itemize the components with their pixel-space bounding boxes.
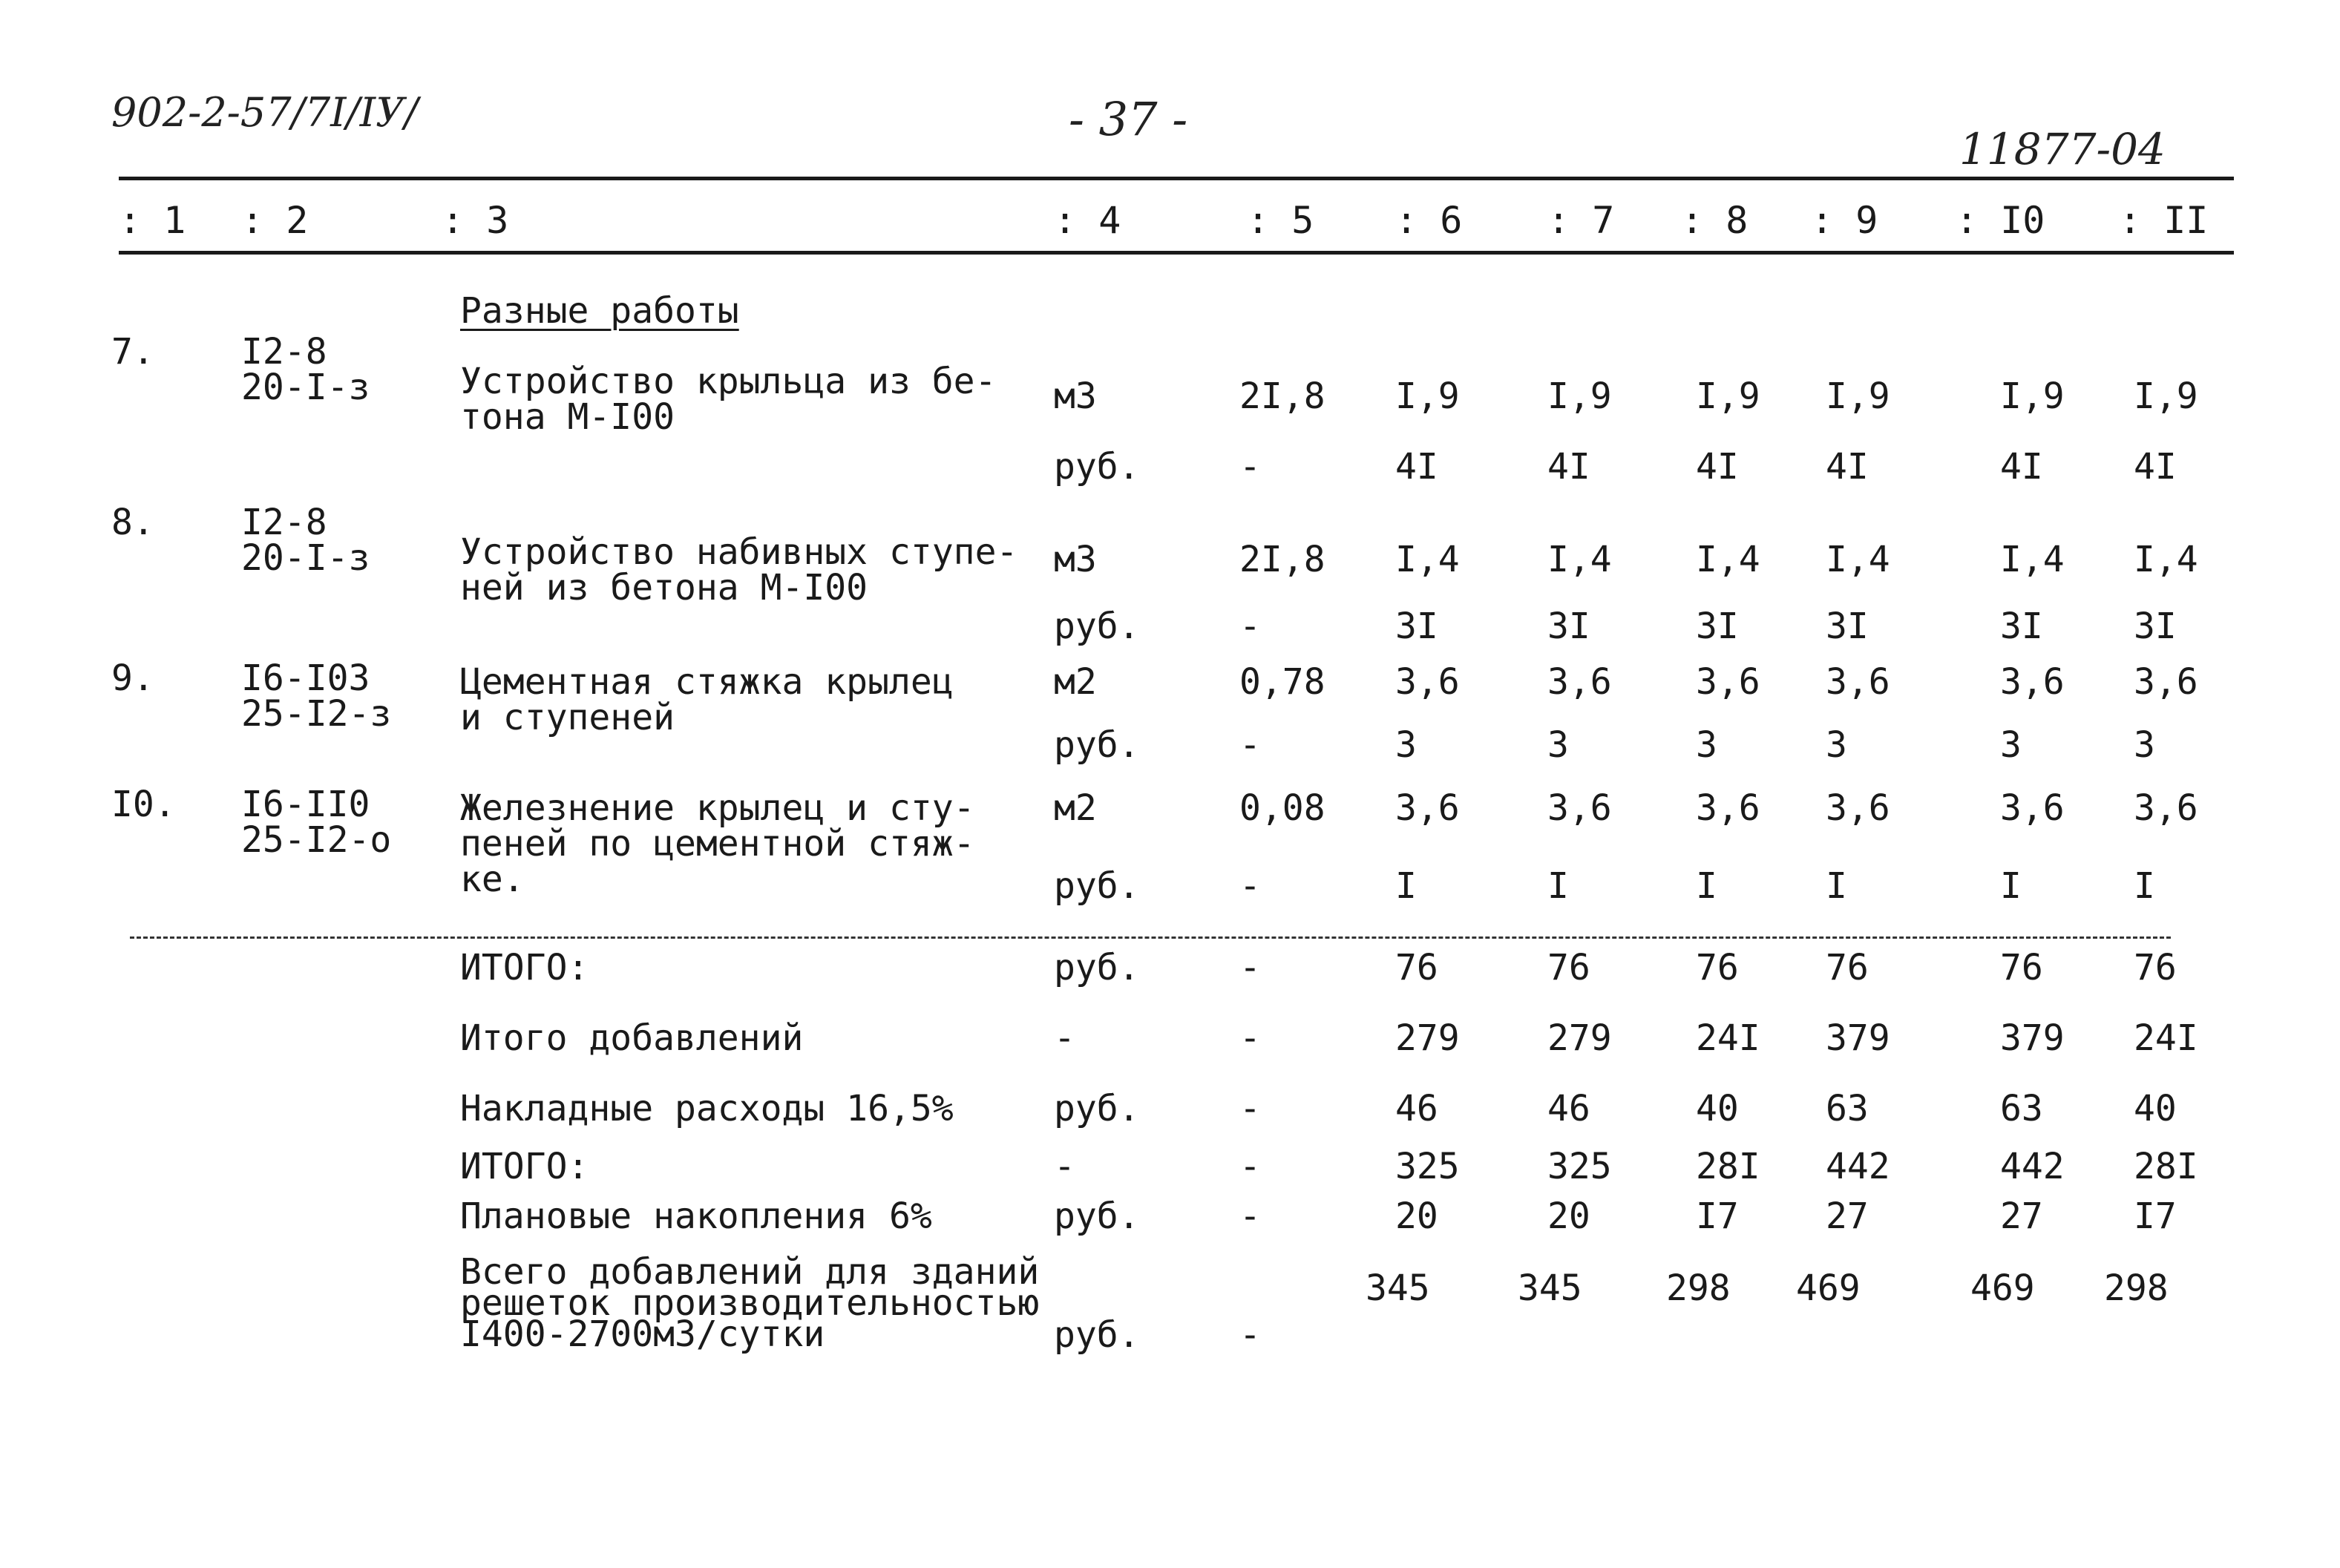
value-cell: 76 [1696, 947, 1739, 988]
value-cell: I,4 [2000, 539, 2065, 580]
table-top-rule [119, 177, 2234, 180]
row-number: 9. [111, 657, 154, 699]
value-cell: 442 [2000, 1146, 2065, 1187]
totals-label: Итого добавлений [460, 1017, 804, 1059]
work-description: пеней по цементной стяж- [460, 823, 975, 865]
value-cell: 3I [1696, 606, 1739, 647]
unit-price-cell: 2I,8 [1239, 539, 1325, 580]
value-cell: I [2000, 865, 2022, 907]
value-cell: 298 [1666, 1267, 1731, 1309]
norm-code: I2-8 [241, 502, 327, 543]
unit-cell: м3 [1054, 375, 1097, 417]
value-cell: 76 [2134, 947, 2177, 988]
value-cell: 3 [1547, 724, 1569, 766]
value-cell: 20 [1547, 1195, 1590, 1237]
work-description: и ступеней [460, 697, 675, 738]
value-cell: 442 [1826, 1146, 1890, 1187]
row-number: 7. [111, 331, 154, 373]
norm-code: 20-I-з [241, 537, 370, 579]
column-header-7: : 7 [1547, 199, 1615, 242]
value-cell: 24I [2134, 1017, 2198, 1059]
value-cell: 76 [1547, 947, 1590, 988]
column-header-10: : I0 [1956, 199, 2045, 242]
value-cell: I,9 [1826, 375, 1890, 417]
work-description: тона М-I00 [460, 396, 675, 438]
value-cell: 325 [1395, 1146, 1460, 1187]
unit-cell: - [1054, 1017, 1075, 1059]
unit-price-cell: - [1239, 865, 1261, 907]
value-cell: I [1696, 865, 1717, 907]
table-header-rule [119, 251, 2234, 255]
value-cell: 46 [1395, 1088, 1438, 1129]
value-cell: 379 [1826, 1017, 1890, 1059]
page-number: - 37 - [1069, 92, 1188, 146]
value-cell: 4I [1696, 446, 1739, 488]
unit-cell: - [1054, 1146, 1075, 1187]
value-cell: 279 [1547, 1017, 1612, 1059]
column-header-2: : 2 [241, 199, 309, 242]
unit-price-cell: - [1239, 606, 1261, 647]
value-cell: 40 [1696, 1088, 1739, 1129]
archive-number: 11877-04 [1959, 124, 2166, 174]
value-cell: I,9 [1696, 375, 1760, 417]
value-cell: I,9 [1395, 375, 1460, 417]
value-cell: 3,6 [2000, 787, 2065, 829]
column-header-6: : 6 [1395, 199, 1463, 242]
unit-cell: руб. [1054, 606, 1140, 647]
value-cell: I,4 [1395, 539, 1460, 580]
value-cell: 24I [1696, 1017, 1760, 1059]
unit-cell: м2 [1054, 661, 1097, 703]
unit-price-cell: - [1239, 446, 1261, 488]
value-cell: 4I [1826, 446, 1869, 488]
unit-cell: руб. [1054, 724, 1140, 766]
value-cell: 3,6 [1696, 787, 1760, 829]
totals-label: ИТОГО: [460, 947, 589, 988]
unit-price-cell: - [1239, 1195, 1261, 1237]
work-description: Устройство крыльца из бе- [460, 361, 997, 402]
value-cell: 20 [1395, 1195, 1438, 1237]
value-cell: 63 [1826, 1088, 1869, 1129]
value-cell: 28I [1696, 1146, 1760, 1187]
value-cell: 325 [1547, 1146, 1612, 1187]
value-cell: 3 [2000, 724, 2022, 766]
value-cell: 3I [1395, 606, 1438, 647]
row-number: I0. [111, 784, 176, 825]
value-cell: 27 [1826, 1195, 1869, 1237]
unit-price-cell: - [1239, 724, 1261, 766]
totals-label: Плановые накопления 6% [460, 1195, 932, 1237]
work-description: ке. [460, 859, 525, 900]
value-cell: 27 [2000, 1195, 2043, 1237]
value-cell: 3,6 [1696, 661, 1760, 703]
value-cell: 3,6 [2134, 661, 2198, 703]
unit-cell: руб. [1054, 1088, 1140, 1129]
value-cell: I,9 [1547, 375, 1612, 417]
totals-label: ИТОГО: [460, 1146, 589, 1187]
norm-code: I2-8 [241, 331, 327, 373]
norm-code: I6-I03 [241, 657, 370, 699]
unit-price-cell: - [1239, 1314, 1261, 1356]
value-cell: 46 [1547, 1088, 1590, 1129]
column-header-4: : 4 [1054, 199, 1121, 242]
value-cell: 3 [1826, 724, 1847, 766]
value-cell: 63 [2000, 1088, 2043, 1129]
unit-cell: руб. [1054, 446, 1140, 488]
value-cell: 3,6 [1547, 661, 1612, 703]
grand-total-label: Всего добавлений для зданий [460, 1251, 1040, 1293]
value-cell: 28I [2134, 1146, 2198, 1187]
value-cell: 345 [1366, 1267, 1430, 1309]
value-cell: 279 [1395, 1017, 1460, 1059]
value-cell: 379 [2000, 1017, 2065, 1059]
unit-price-cell: - [1239, 1017, 1261, 1059]
value-cell: 4I [1395, 446, 1438, 488]
value-cell: I7 [1696, 1195, 1739, 1237]
column-header-8: : 8 [1681, 199, 1749, 242]
column-header-11: : II [2119, 199, 2209, 242]
unit-cell: руб. [1054, 1314, 1140, 1356]
value-cell: 4I [2134, 446, 2177, 488]
norm-code: 25-I2-о [241, 819, 392, 861]
norm-code: 25-I2-з [241, 693, 392, 735]
value-cell: 3I [2134, 606, 2177, 647]
value-cell: 345 [1518, 1267, 1582, 1309]
unit-cell: руб. [1054, 947, 1140, 988]
work-description: Устройство набивных ступе- [460, 531, 1018, 573]
value-cell: I,9 [2000, 375, 2065, 417]
unit-cell: м3 [1054, 539, 1097, 580]
column-header-3: : 3 [442, 199, 509, 242]
unit-cell: руб. [1054, 1195, 1140, 1237]
value-cell: 40 [2134, 1088, 2177, 1129]
value-cell: 298 [2104, 1267, 2169, 1309]
value-cell: 76 [1395, 947, 1438, 988]
value-cell: I,4 [2134, 539, 2198, 580]
value-cell: 76 [1826, 947, 1869, 988]
value-cell: I7 [2134, 1195, 2177, 1237]
value-cell: I,4 [1547, 539, 1612, 580]
unit-price-cell: 0,78 [1239, 661, 1325, 703]
value-cell: I [1547, 865, 1569, 907]
unit-price-cell: - [1239, 947, 1261, 988]
unit-cell: м2 [1054, 787, 1097, 829]
value-cell: 3I [1826, 606, 1869, 647]
value-cell: 3 [1696, 724, 1717, 766]
column-header-5: : 5 [1247, 199, 1314, 242]
value-cell: 3I [2000, 606, 2043, 647]
value-cell: 4I [2000, 446, 2043, 488]
unit-price-cell: 2I,8 [1239, 375, 1325, 417]
value-cell: 3,6 [1395, 661, 1460, 703]
value-cell: 3,6 [1826, 661, 1890, 703]
value-cell: I,9 [2134, 375, 2198, 417]
work-description: Цементная стяжка крылец [460, 661, 954, 703]
value-cell: 3 [2134, 724, 2155, 766]
norm-code: 20-I-з [241, 367, 370, 408]
work-description: ней из бетона М-I00 [460, 567, 868, 608]
norm-code: I6-II0 [241, 784, 370, 825]
value-cell: 3,6 [2000, 661, 2065, 703]
column-header-1: : 1 [119, 199, 186, 242]
value-cell: 3,6 [1395, 787, 1460, 829]
value-cell: 469 [1970, 1267, 2035, 1309]
unit-price-cell: - [1239, 1088, 1261, 1129]
value-cell: 4I [1547, 446, 1590, 488]
value-cell: I [1395, 865, 1417, 907]
value-cell: 3,6 [1547, 787, 1612, 829]
value-cell: I,4 [1826, 539, 1890, 580]
value-cell: 76 [2000, 947, 2043, 988]
work-description: Железнение крылец и сту- [460, 787, 975, 829]
grand-total-label: решеток производительностью [460, 1282, 1040, 1324]
value-cell: 3,6 [1826, 787, 1890, 829]
value-cell: I,4 [1696, 539, 1760, 580]
grand-total-label: I400-2700м3/сутки [460, 1313, 825, 1355]
totals-separator [130, 936, 2171, 939]
unit-price-cell: - [1239, 1146, 1261, 1187]
unit-price-cell: 0,08 [1239, 787, 1325, 829]
totals-label: Накладные расходы 16,5% [460, 1088, 954, 1129]
section-title: Разные работы [460, 290, 739, 332]
row-number: 8. [111, 502, 154, 543]
value-cell: 469 [1796, 1267, 1861, 1309]
value-cell: I [1826, 865, 1847, 907]
value-cell: I [2134, 865, 2155, 907]
value-cell: 3 [1395, 724, 1417, 766]
unit-cell: руб. [1054, 865, 1140, 907]
value-cell: 3I [1547, 606, 1590, 647]
column-header-9: : 9 [1811, 199, 1878, 242]
document-code: 902-2-57/7I/IУ/ [111, 89, 419, 136]
value-cell: 3,6 [2134, 787, 2198, 829]
